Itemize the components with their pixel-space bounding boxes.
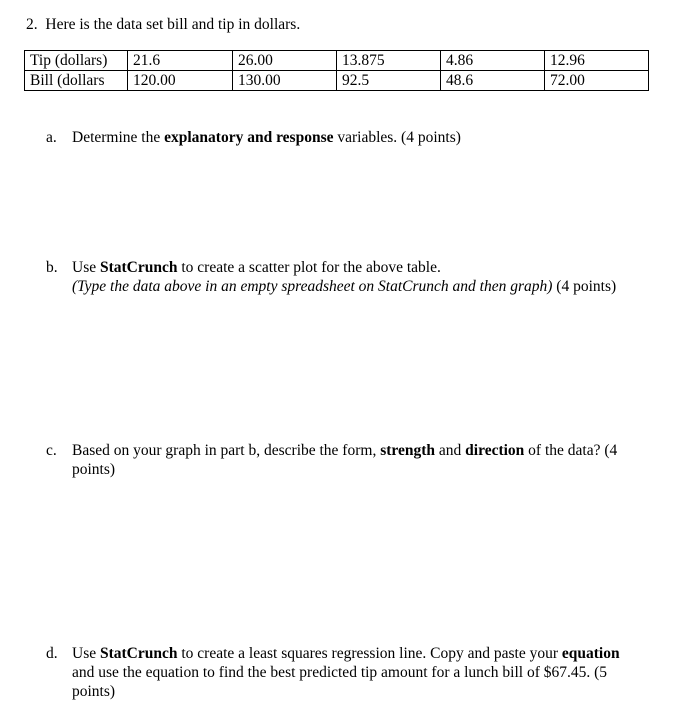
part-a-text-2: variables. (4 points)	[333, 129, 461, 146]
part-d-line-1	[72, 644, 646, 663]
part-a-bold-1: explanatory and response	[164, 129, 334, 146]
part-c-bold-1: strength	[380, 442, 436, 459]
table-cell: 13.875	[337, 51, 441, 71]
table-cell: 12.96	[545, 51, 649, 71]
part-c-line-1	[72, 441, 646, 460]
part-b-line-2	[72, 277, 646, 296]
part-c-text-2: and	[435, 442, 466, 459]
part-b-text-1: Use	[72, 259, 100, 276]
part-c-text-4: points)	[72, 461, 116, 478]
question-heading	[26, 15, 300, 34]
part-d-line-2	[72, 663, 646, 682]
table-cell: 72.00	[545, 71, 649, 91]
table-cell: 130.00	[233, 71, 337, 91]
row-label-bill: Bill (dollars	[25, 71, 128, 91]
part-a-letter: a.	[46, 129, 57, 146]
part-d-text-4: points)	[72, 683, 116, 700]
part-b-bold-1: StatCrunch	[99, 259, 178, 276]
table-cell: 120.00	[128, 71, 233, 91]
part-c-text-3: of the data? (4	[524, 442, 618, 459]
part-d-text-2: to create a least squares regression line. Copy and paste your	[177, 645, 562, 662]
row-label-tip: Tip (dollars)	[25, 51, 128, 71]
part-a-text-1: Determine the	[72, 129, 165, 146]
part-d-text-1: Use	[72, 645, 100, 662]
part-c-letter: c.	[46, 442, 57, 459]
part-b-line-1	[72, 258, 646, 277]
part-c-bold-2: direction	[465, 442, 525, 459]
part-d-text-3: and use the equation to find the best predicted tip amount for a lunch bill of $67.45. (5	[72, 664, 608, 681]
table-cell: 48.6	[441, 71, 545, 91]
table-cell: 92.5	[337, 71, 441, 91]
part-c-line-2	[72, 460, 646, 479]
part-b-text-2: to create a scatter plot for the above table.	[177, 259, 441, 276]
part-b-text-3: (4 points)	[552, 278, 617, 295]
table-row-bill	[25, 71, 649, 91]
table-cell: 4.86	[441, 51, 545, 71]
part-a-text	[72, 128, 646, 147]
question-text: Here is the data set bill and tip in dollars.	[45, 16, 301, 33]
question-number: 2.	[26, 16, 38, 33]
part-d-letter: d.	[46, 645, 58, 662]
part-b-italic: (Type the data above in an empty spreadsheet on StatCrunch and then graph)	[72, 278, 553, 295]
part-c-text-1: Based on your graph in part b, describe the form,	[72, 442, 381, 459]
table-cell: 26.00	[233, 51, 337, 71]
table-cell: 21.6	[128, 51, 233, 71]
part-b-letter: b.	[46, 259, 58, 276]
table-row-tip	[25, 51, 649, 71]
data-table	[24, 50, 649, 91]
part-d-line-3	[72, 682, 646, 701]
part-d-bold-1: StatCrunch	[99, 645, 178, 662]
part-d-bold-2: equation	[561, 645, 620, 662]
